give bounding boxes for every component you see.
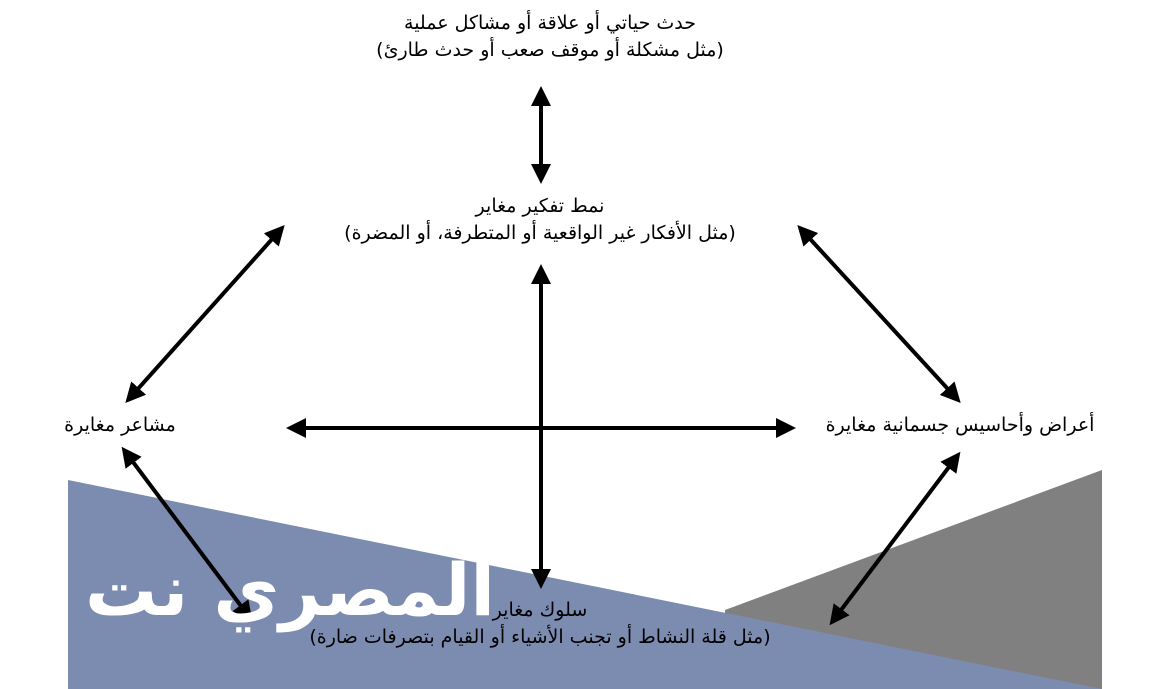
node-life-event-title: حدث حياتي أو علاقة أو مشاكل عملية [404, 12, 696, 34]
node-behavior [230, 597, 850, 651]
arrow-center-right [800, 228, 958, 400]
watermark-logo: المصري نت [85, 548, 496, 632]
node-physical-symptoms [780, 412, 1140, 439]
node-life-event [300, 10, 800, 64]
node-feelings-label: مشاعر مغايرة [64, 414, 176, 436]
node-thinking-pattern-examples: (مثل الأفكار غير الواقعية أو المتطرفة، أو المضرة) [344, 222, 736, 244]
node-life-event-examples: (مثل مشكلة أو موقف صعب أو حدث طارئ) [376, 39, 724, 61]
node-feelings [20, 412, 220, 439]
node-behavior-examples: (مثل قلة النشاط أو تجنب الأشياء أو القيام بتصرفات ضارة) [309, 626, 771, 648]
node-thinking-pattern [270, 193, 810, 247]
arrow-center-left [128, 228, 282, 400]
node-physical-symptoms-label: أعراض وأحاسيس جسمانية مغايرة [825, 414, 1095, 436]
node-thinking-pattern-title: نمط تفكير مغاير [475, 195, 605, 217]
node-behavior-title: سلوك مغاير [492, 599, 588, 621]
